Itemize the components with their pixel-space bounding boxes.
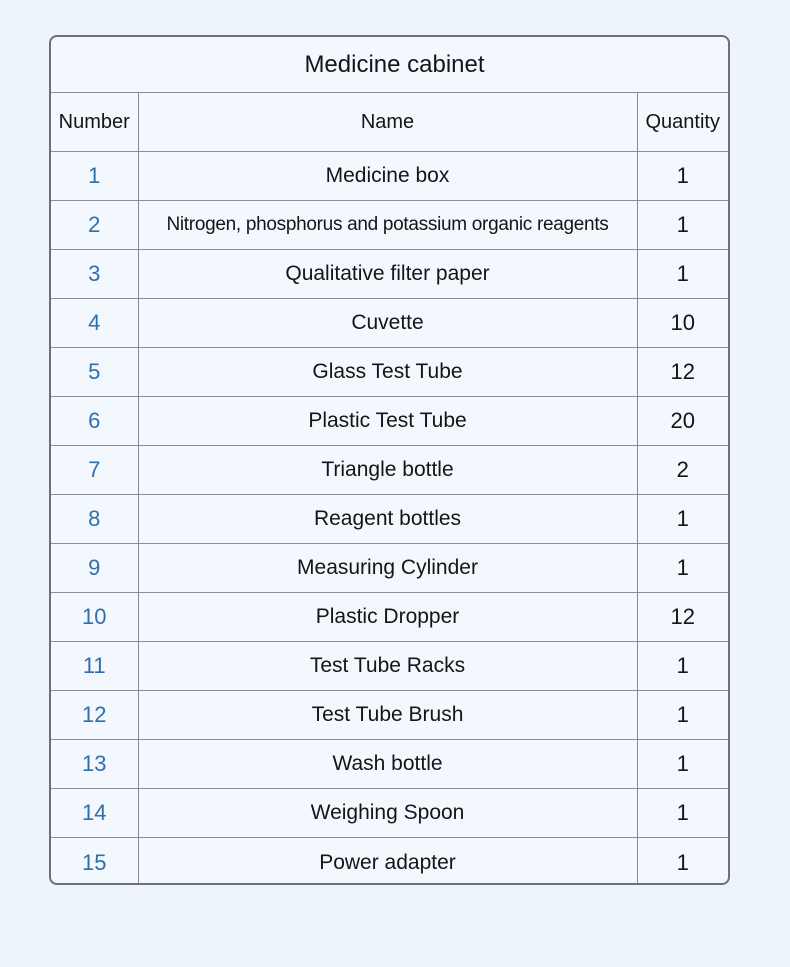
row-quantity: 2 [637, 446, 728, 495]
row-name: Triangle bottle [138, 446, 637, 495]
row-name: Power adapter [138, 838, 637, 886]
row-name: Measuring Cylinder [138, 544, 637, 593]
header-quantity: Quantity [637, 93, 728, 152]
row-quantity: 1 [637, 250, 728, 299]
row-number: 10 [51, 593, 138, 642]
row-quantity: 1 [637, 152, 728, 201]
header-number: Number [51, 93, 138, 152]
row-number: 14 [51, 789, 138, 838]
row-name: Cuvette [138, 299, 637, 348]
table-title: Medicine cabinet [304, 50, 485, 78]
row-number: 4 [51, 299, 138, 348]
row-name: Qualitative filter paper [138, 250, 637, 299]
header-row [51, 93, 728, 152]
table-row [51, 740, 728, 789]
row-number: 7 [51, 446, 138, 495]
row-quantity: 20 [637, 397, 728, 446]
row-quantity: 12 [637, 348, 728, 397]
row-quantity: 1 [637, 838, 728, 886]
row-name: Reagent bottles [138, 495, 637, 544]
table-row [51, 838, 728, 886]
row-number: 6 [51, 397, 138, 446]
row-name: Glass Test Tube [138, 348, 637, 397]
row-name: Weighing Spoon [138, 789, 637, 838]
row-quantity: 10 [637, 299, 728, 348]
row-name: Test Tube Racks [138, 642, 637, 691]
row-name: Medicine box [138, 152, 637, 201]
table-row [51, 642, 728, 691]
row-number: 2 [51, 201, 138, 250]
row-number: 15 [82, 849, 107, 875]
row-quantity: 1 [637, 544, 728, 593]
row-name: Wash bottle [138, 740, 637, 789]
row-number: 8 [51, 495, 138, 544]
row-quantity: 1 [637, 642, 728, 691]
row-number: 3 [51, 250, 138, 299]
table-row [51, 397, 728, 446]
table-row [51, 544, 728, 593]
row-name: Nitrogen, phosphorus and potassium organic reagents [138, 201, 637, 250]
table-row [51, 250, 728, 299]
header-name: Name [138, 93, 637, 152]
row-quantity: 1 [637, 495, 728, 544]
row-name: Plastic Test Tube [138, 397, 637, 446]
row-quantity: 1 [637, 740, 728, 789]
row-number: 9 [51, 544, 138, 593]
table-row [51, 691, 728, 740]
table-row [51, 446, 728, 495]
table-title-row [51, 37, 728, 93]
table-row [51, 201, 728, 250]
row-quantity: 12 [637, 593, 728, 642]
table-row [51, 593, 728, 642]
table-row [51, 299, 728, 348]
row-name: Plastic Dropper [138, 593, 637, 642]
row-number: 1 [51, 152, 138, 201]
table-row [51, 495, 728, 544]
table-row [51, 152, 728, 201]
table-row [51, 348, 728, 397]
row-number: 5 [51, 348, 138, 397]
row-number: 12 [51, 691, 138, 740]
row-number: 13 [51, 740, 138, 789]
row-quantity: 1 [637, 789, 728, 838]
row-name: Test Tube Brush [138, 691, 637, 740]
table-row [51, 789, 728, 838]
row-number: 11 [51, 642, 138, 691]
items-table [51, 93, 728, 885]
medicine-cabinet-table [49, 35, 730, 885]
row-quantity: 1 [637, 201, 728, 250]
row-quantity: 1 [637, 691, 728, 740]
